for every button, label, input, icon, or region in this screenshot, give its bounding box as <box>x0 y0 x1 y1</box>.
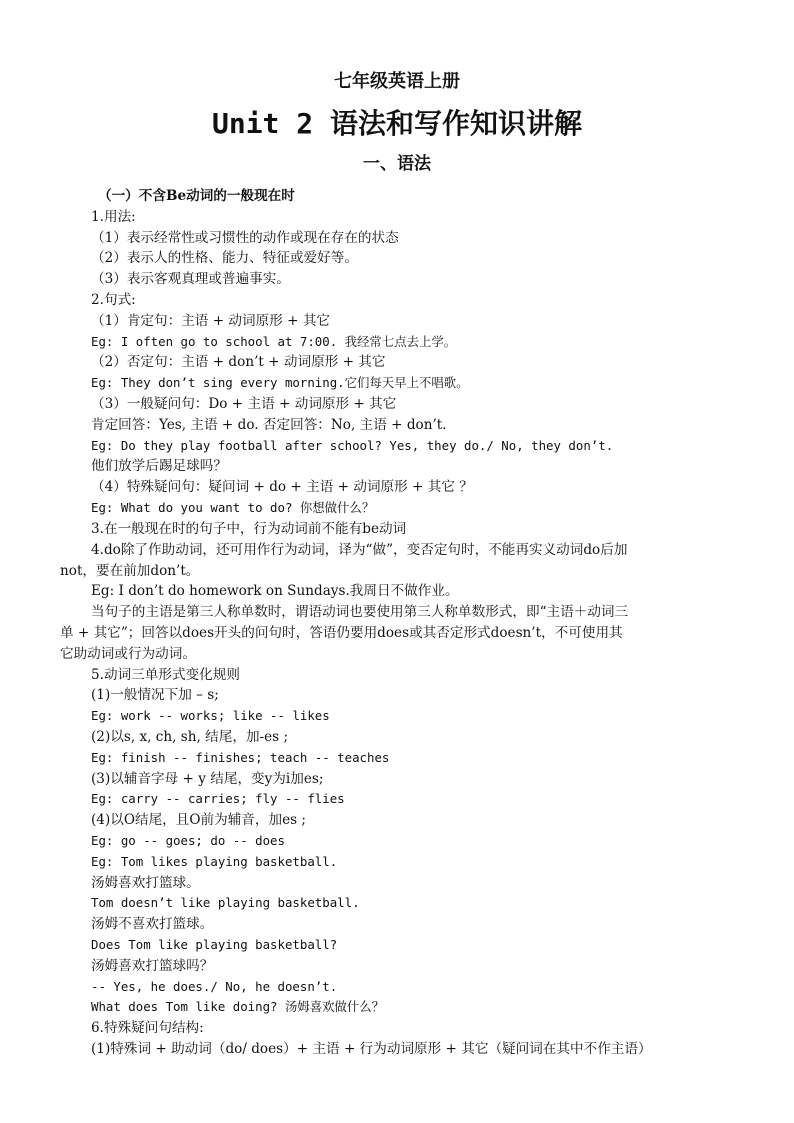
text-line: （3）一般疑问句：Do + 主语 + 动词原形 + 其它 <box>91 396 397 412</box>
example-line: Eg: Tom likes playing basketball. <box>91 854 338 869</box>
text-line: （2）表示人的性格、能力、特征或爱好等。 <box>91 250 358 266</box>
text-line: （3）表示客观真理或普遍事实。 <box>91 271 290 287</box>
translation-line: 汤姆喜欢打篮球。 <box>91 875 200 891</box>
example-line: Eg: I don’t do homework on Sundays.我周日不做作业。 <box>91 583 459 599</box>
text-line: (3)以辅音字母 + y 结尾，变y为i加es; <box>91 771 324 787</box>
example-line: Eg: carry -- carries; fly -- flies <box>91 791 345 806</box>
text-line: 肯定回答：Yes, 主语 + do. 否定回答：No, 主语 + don’t. <box>91 417 447 433</box>
text-line: 2.句式: <box>91 292 136 308</box>
text-line: 当句子的主语是第三人称单数时，谓语动词也要使用第三人称单数形式，即“主语＋动词三 <box>91 604 629 620</box>
text-line: 他们放学后踢足球吗？ <box>91 458 227 474</box>
page-title: Unit 2 语法和写作知识讲解 <box>211 107 582 140</box>
example-line: Eg: I often go to school at 7:00. 我经常七点去上学。 <box>91 334 457 349</box>
text-line: (1)特殊词 + 助动词（do/ does）+ 主语 + 行为动词原形 + 其它（疑问词在其中不作主语） <box>91 1041 652 1057</box>
subsection-heading: （一）不含Be动词的一般现在时 <box>98 188 295 204</box>
text-line: 它助动词或行为动词。 <box>60 646 196 662</box>
text-line: （1）肯定句：主语 + 动词原形 + 其它 <box>91 313 331 329</box>
text-line: (4)以O结尾，且O前为辅音，加es ; <box>91 812 306 828</box>
example-line: Does Tom like playing basketball? <box>91 937 338 952</box>
example-line: Eg: Do they play football after school? Yes, they do./ No, they don’t. <box>91 438 614 453</box>
example-line: Tom doesn’t like playing basketball. <box>91 895 360 910</box>
example-line: Eg: go -- goes; do -- does <box>91 833 285 848</box>
text-line: 单 + 其它”；回答以does开头的问句时，答语仍要用does或其否定形式doesn’t，不可使用其 <box>60 625 623 641</box>
text-line: (1)一般情况下加 – s; <box>91 687 219 703</box>
translation-line: 汤姆喜欢打篮球吗？ <box>91 958 214 974</box>
text-line: （1）表示经常性或习惯性的动作或现在存在的状态 <box>91 230 399 246</box>
text-line: 5.动词三单形式变化规则 <box>91 667 240 683</box>
text-line: （2）否定句：主语 + don’t + 动词原形 + 其它 <box>91 354 386 370</box>
example-line: Eg: What do you want to do? 你想做什么？ <box>91 500 375 515</box>
text-line: 3.在一般现在时的句子中，行为动词前不能有be动词 <box>91 521 407 537</box>
example-line: Eg: finish -- finishes; teach -- teaches <box>91 750 390 765</box>
example-line: Eg: work -- works; like -- likes <box>91 708 330 723</box>
text-line: （4）特殊疑问句：疑问词 + do + 主语 + 动词原形 + 其它 ？ <box>91 479 473 495</box>
example-line: Eg: They don’t sing every morning.它们每天早上不唱歌。 <box>91 375 469 390</box>
translation-line: 汤姆不喜欢打篮球。 <box>91 916 214 932</box>
text-line: 1.用法: <box>91 209 136 225</box>
grade-heading: 七年级英语上册 <box>334 71 460 92</box>
text-line: 4.do除了作助动词，还可用作行为动词，译为“做”，变否定句时，不能再实义动词do后加 <box>91 542 628 558</box>
text-line: 6.特殊疑问句结构: <box>91 1020 204 1036</box>
example-line: What does Tom like doing? 汤姆喜欢做什么？ <box>91 999 385 1014</box>
text-line: not，要在前加don’t。 <box>60 563 200 579</box>
example-line: -- Yes, he does./ No, he doesn’t. <box>91 979 338 994</box>
section-heading: 一、语法 <box>363 154 431 174</box>
text-line: (2)以s, x, ch, sh, 结尾，加-es ; <box>91 729 289 745</box>
